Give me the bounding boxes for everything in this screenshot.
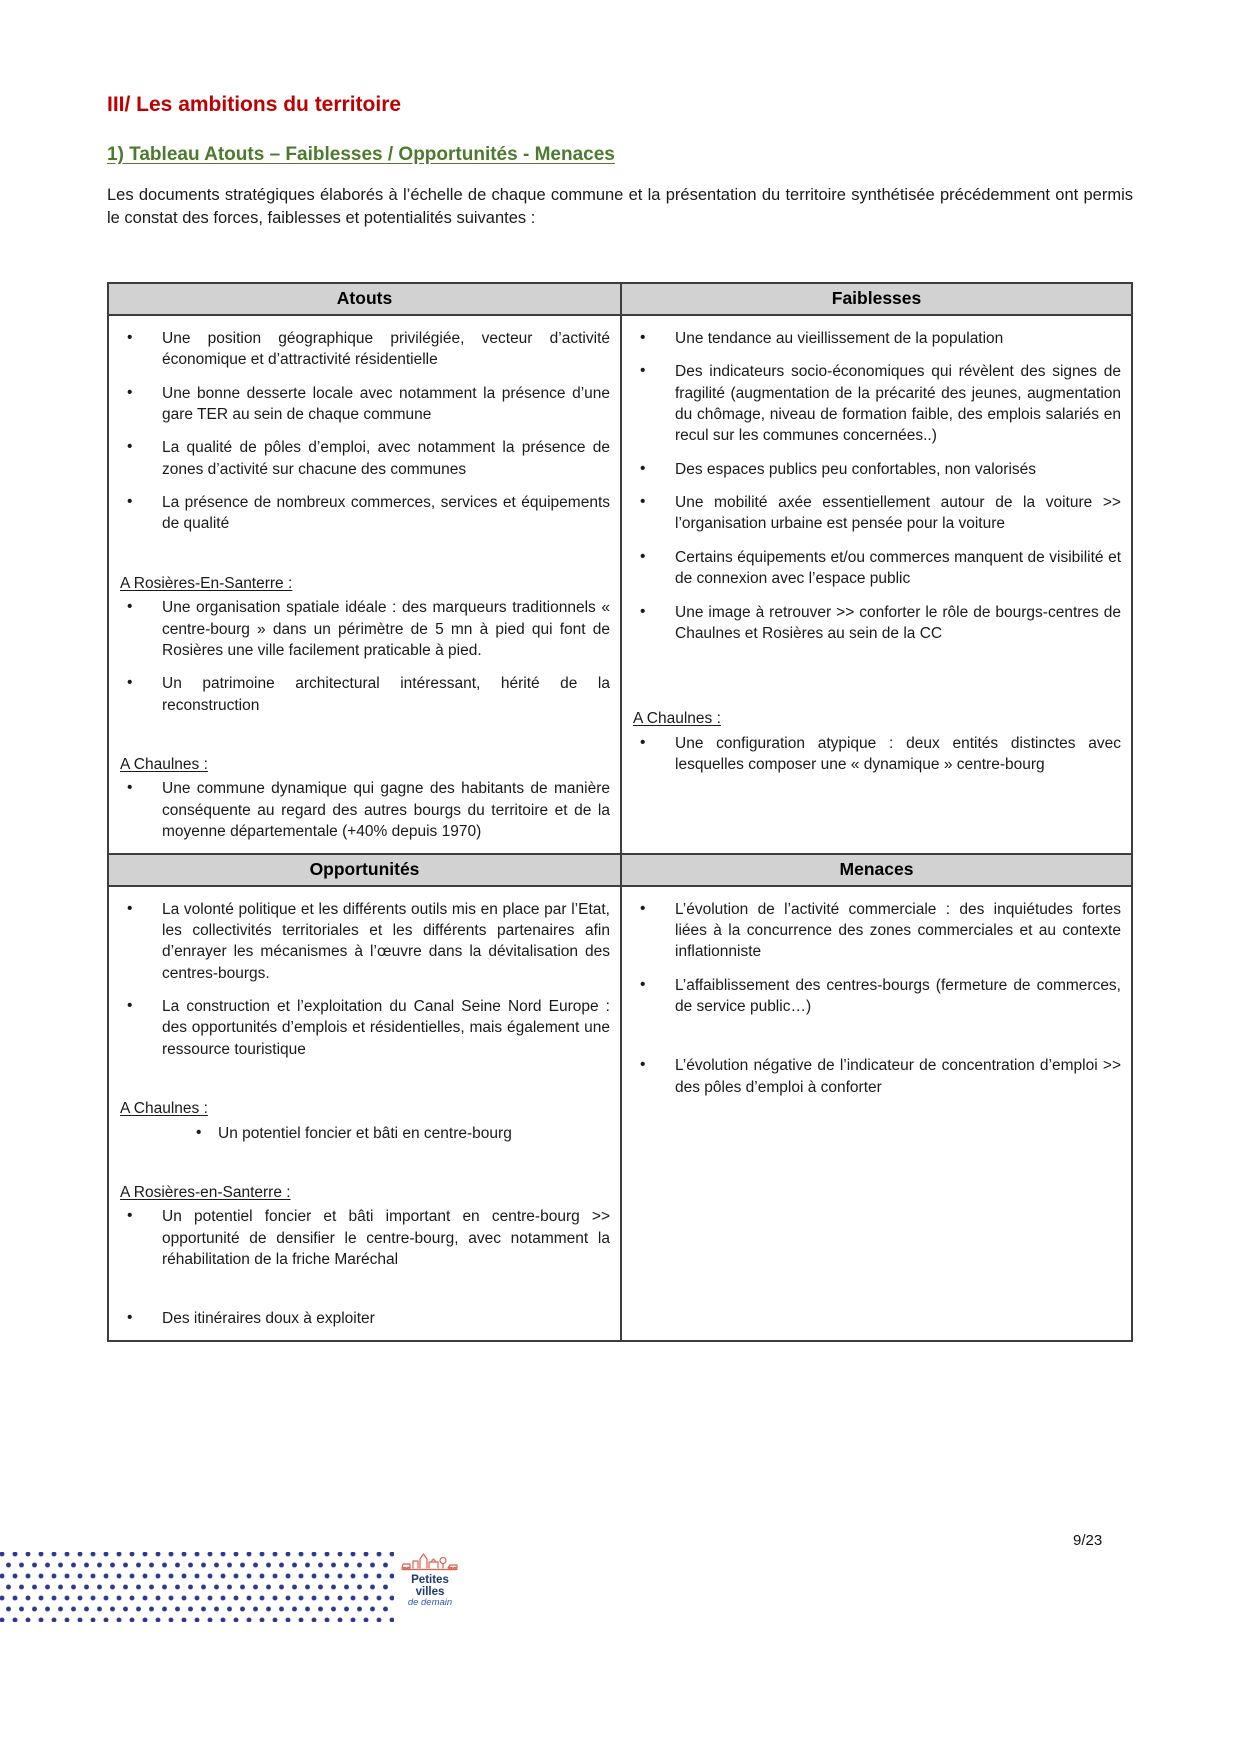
document-content (107, 0, 1133, 1342)
swot-cell-atouts (109, 316, 622, 855)
bullet-marker-icon: • (640, 459, 646, 477)
swot-bullet-text: La présence de nombreux commerces, services et équipements de qualité (162, 494, 610, 533)
swot-bullet-text: L’évolution de l’activité commerciale : des inquiétudes fortes liées à la concurrence des zones commerciales et au contexte inflationniste (675, 900, 1121, 961)
bullet-marker-icon: • (127, 1309, 133, 1327)
bullet-marker-icon: • (127, 674, 133, 692)
swot-bullet-text: Certains équipements et/ou commerces manquent de visibilité et de connexion avec l’espace public (675, 548, 1121, 588)
swot-bullet-text: La qualité de pôles d’emploi, avec notamment la présence de zones d’activité sur chacune des communes (162, 439, 610, 478)
swot-bullet-item (631, 547, 1121, 590)
swot-bullet-item (118, 437, 610, 480)
swot-header-faiblesses: Faiblesses (622, 284, 1131, 316)
swot-cell-faiblesses (622, 316, 1131, 855)
swot-bullet-item (118, 778, 610, 842)
swot-bullet-item (118, 492, 610, 535)
swot-bullet-text: Des espaces publics peu confortables, non valorisés (675, 460, 1037, 478)
swot-bullet-text: Une commune dynamique qui gagne des habitants de manière conséquente au regard des autres bourgs du territoire et de la moyenne départementale (+40% depuis 1970) (162, 780, 610, 841)
swot-cell-opportunites (109, 887, 622, 1340)
swot-bullet-text: Une mobilité axée essentiellement autour de la voiture >> l’organisation urbaine est pensée pour la voiture (675, 494, 1121, 533)
swot-bullet-item (631, 459, 1121, 480)
swot-bullet-text: La volonté politique et les différents outils mis en place par l’Etat, les collectivités territoriales et les différents partenaires afin d’enrayer les mécanismes à l’œuvre dans la dévitalisation des centres-bourgs. (162, 900, 610, 982)
swot-bullet-text: Un patrimoine architectural intéressant, hérité de la reconstruction (162, 675, 610, 714)
bullet-marker-icon: • (196, 1123, 202, 1141)
page-number: 9/23 (1073, 1532, 1103, 1549)
swot-bullet-item (118, 597, 610, 661)
spacer (631, 682, 1121, 696)
swot-bullet-text: Des indicateurs socio-économiques qui révèlent des signes de fragilité (augmentation de la précarité des jeunes, augmentation du chômage, niveau de formation faible, des emplois salariés en recul sur les communes concernées..) (675, 363, 1121, 445)
swot-bullet-item (118, 1308, 610, 1329)
bullet-marker-icon: • (640, 975, 646, 993)
bullet-marker-icon: • (127, 1207, 133, 1225)
section-heading: 1) Tableau Atouts – Faiblesses / Opportunités - Menaces (107, 144, 615, 166)
swot-subheading: A Chaulnes : (120, 756, 208, 774)
swot-bullet-item (631, 733, 1121, 776)
bullet-marker-icon: • (640, 547, 646, 565)
spacer (118, 547, 610, 561)
bullet-marker-icon: • (127, 598, 133, 616)
bullet-marker-icon: • (127, 997, 133, 1015)
bullet-marker-icon: • (640, 899, 646, 917)
swot-subheading: A Chaulnes : (120, 1100, 208, 1118)
swot-bullet-text: Un potentiel foncier et bâti en centre-bourg (218, 1124, 512, 1142)
swot-bullet-item (118, 383, 610, 426)
swot-bullet-text: Une image à retrouver >> conforter le rôle de bourgs-centres de Chaulnes et Rosières au sein de la CC (675, 603, 1121, 642)
bullet-marker-icon: • (127, 779, 133, 797)
page-title: III/ Les ambitions du territoire (107, 93, 402, 116)
intro-paragraph: Les documents stratégiques élaborés à l’échelle de chaque commune et la présentation du territoire synthétisée précédemment ont permis le constat des forces, faiblesses et potentialités suivantes : (107, 185, 1133, 228)
swot-bullet-item (631, 492, 1121, 535)
swot-subheading: A Chaulnes : (633, 710, 721, 728)
swot-bullet-item (631, 361, 1121, 447)
swot-bullet-text: Une position géographique privilégiée, vecteur d’activité économique et d’attractivité résidentielle (162, 329, 610, 369)
bullet-marker-icon: • (127, 328, 133, 346)
bullet-marker-icon: • (640, 493, 646, 511)
swot-bullet-text: Une configuration atypique : deux entités distinctes avec lesquelles composer une « dynamique » centre-bourg (675, 734, 1121, 774)
swot-header-atouts: Atouts (109, 284, 622, 316)
spacer (118, 1072, 610, 1086)
swot-bullet-text: L’affaiblissement des centres-bourgs (fermeture de commerces, de service public…) (675, 976, 1121, 1016)
swot-bullet-item (631, 975, 1121, 1018)
swot-bullet-text: Des itinéraires doux à exploiter (162, 1310, 375, 1328)
swot-bullet-item (631, 602, 1121, 645)
bullet-marker-icon: • (127, 438, 133, 456)
bullet-marker-icon: • (127, 383, 133, 401)
swot-bullet-text: Une tendance au vieillissement de la population (675, 329, 1004, 347)
swot-bullet-item (631, 328, 1121, 349)
swot-subheading: A Rosières-en-Santerre : (120, 1183, 291, 1201)
swot-bullet-item (118, 1206, 610, 1270)
bullet-marker-icon: • (127, 493, 133, 511)
swot-bullet-item (118, 996, 610, 1060)
swot-bullet-text: La construction et l’exploitation du Canal Seine Nord Europe : des opportunités d’emplois et résidentielles, mais également une ressource touristique (162, 998, 610, 1058)
swot-bullet-item (118, 899, 610, 985)
swot-bullet-text: L’évolution négative de l’indicateur de concentration d’emploi >> des pôles d’emploi à conforter (675, 1057, 1121, 1096)
logo-subtitle: de demain (407, 1597, 453, 1609)
swot-header-menaces: Menaces (622, 855, 1131, 887)
swot-cell-menaces (622, 887, 1131, 1340)
village-sketch-icon (401, 1547, 459, 1573)
bullet-marker-icon: • (640, 362, 646, 380)
swot-subheading: A Rosières-En-Santerre : (120, 574, 293, 592)
swot-header-opportunites: Opportunités (109, 855, 622, 887)
swot-bullet-item (118, 328, 610, 371)
bullet-marker-icon: • (640, 602, 646, 620)
swot-bullet-item (631, 1055, 1121, 1098)
spacer (118, 1282, 610, 1296)
bullet-marker-icon: • (640, 1056, 646, 1074)
swot-table (107, 282, 1133, 1342)
swot-bullet-item (118, 1123, 610, 1144)
swot-bullet-item (118, 673, 610, 716)
swot-bullet-text: Une bonne desserte locale avec notamment la présence d’une gare TER au sein de chaque commune (162, 384, 610, 423)
spacer (631, 656, 1121, 670)
footer-dot-pattern (0, 1552, 394, 1622)
swot-bullet-item (631, 899, 1121, 963)
bullet-marker-icon: • (127, 899, 133, 917)
bullet-marker-icon: • (640, 733, 646, 751)
bullet-marker-icon: • (640, 328, 646, 346)
swot-bullet-text: Une organisation spatiale idéale : des marqueurs traditionnels « centre-bourg » dans un périmètre de 5 mn à pied qui font de Rosières une ville facilement praticable à pied. (162, 599, 610, 659)
petites-villes-logo (398, 1547, 462, 1609)
logo-title: Petites villes (411, 1574, 449, 1599)
spacer (631, 1029, 1121, 1043)
spacer (118, 728, 610, 742)
spacer (118, 1156, 610, 1170)
swot-bullet-text: Un potentiel foncier et bâti important en centre-bourg >> opportunité de densifier le centre-bourg, avec notamment la réhabilitation de la friche Maréchal (162, 1208, 610, 1269)
